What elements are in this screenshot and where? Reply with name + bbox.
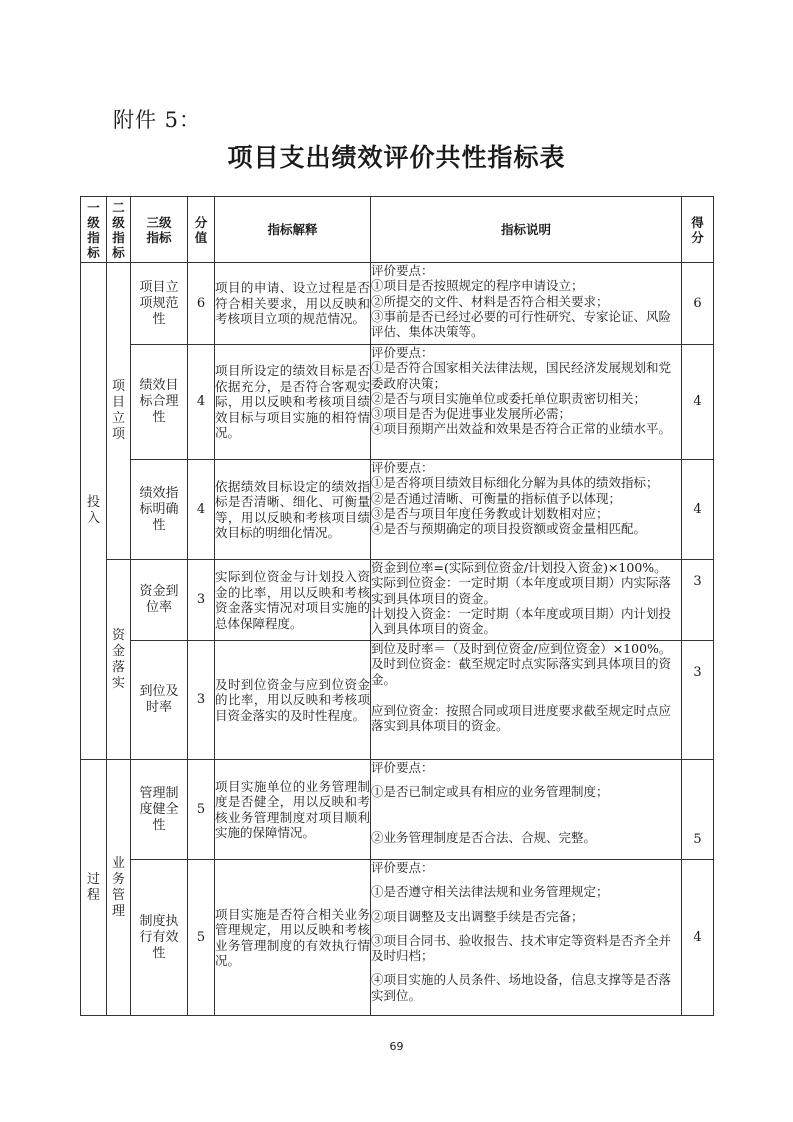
- header-explanation: 指标解释: [215, 197, 371, 263]
- header-level3: 三级指标: [131, 197, 188, 263]
- level3-cell: 绩效指标明确性: [131, 460, 188, 560]
- score-cell: 4: [682, 860, 714, 1016]
- level2-funding: 资 金 落 实: [107, 560, 131, 760]
- table-row: [81, 345, 714, 460]
- score-cell: 3: [682, 560, 714, 641]
- level3-cell: 制度执行有效性: [131, 860, 188, 1016]
- description-cell: 评价要点： ①是否遵守相关法律法规和业务管理规定； ②项目调整及支出调整手续是否完备； ③项目合同书、验收报告、技术审定等资料是否齐全并及时归档； ④项目实施的人员条件、场地设备，信息支撑等是否落实到位。: [371, 860, 682, 1016]
- level1-input: 投 入: [81, 263, 107, 760]
- table-row: [81, 263, 714, 345]
- level1-process: 过 程: [81, 760, 107, 1016]
- header-row: [81, 197, 714, 263]
- value-cell: 3: [188, 560, 215, 641]
- page-title: 项目支出绩效评价共性指标表: [227, 143, 566, 172]
- explanation-cell: 项目的申请、设立过程是否符合相关要求，用以反映和考核项目立项的规范情况。: [215, 263, 371, 345]
- description-cell: 评价要点： ①是否符合国家相关法律法规，国民经济发展规划和党委政府决策； ②是否与项目实施单位或委托单位职责密切相关； ③项目是否为促进事业发展所必需； ④项目预期产出效益和效果是否符合正常的业绩水平。: [371, 345, 682, 460]
- header-description: 指标说明: [371, 197, 682, 263]
- page-number: 69: [389, 1040, 404, 1053]
- header-score: 得分: [682, 197, 714, 263]
- explanation-cell: 及时到位资金与应到位资金的比率，用以反映和考核项目资金落实的及时性程度。: [215, 641, 371, 760]
- score-cell: 6: [682, 263, 714, 345]
- description-cell: 评价要点： ①是否已制定或具有相应的业务管理制度； ②业务管理制度是否合法、合规、完整。: [371, 760, 682, 860]
- description-cell: 评价要点： ①是否将项目绩效目标细化分解为具体的绩效指标； ②是否通过清晰、可衡量的指标值予以体现； ③是否与项目年度任务教或计划数相对应； ④是否与预期确定的项目投资额或资金量相匹配。: [371, 460, 682, 560]
- explanation-cell: 项目实施是否符合相关业务管理规定，用以反映和考核业务管理制度的有效执行情况。: [215, 860, 371, 1016]
- table-row: [81, 760, 714, 860]
- indicator-table: [80, 196, 714, 1016]
- value-cell: 5: [188, 760, 215, 860]
- value-cell: 6: [188, 263, 215, 345]
- level3-cell: 绩效目标合理性: [131, 345, 188, 460]
- score-cell: 4: [682, 345, 714, 460]
- score-cell: 3: [682, 641, 714, 760]
- explanation-cell: 项目所设定的绩效目标是否依据充分，是否符合客观实际，用以反映和考核项目绩效目标与项目实施的相符情况。: [215, 345, 371, 460]
- description-cell: 资金到位率=(实际到位资金/计划投入资金)×100%。 实际到位资金：一定时期（本年度或项目期）内实际落实到具体项目的资金。 计划投入资金：一定时期（本年度或项目期）内计划投入到具体项目的资金。: [371, 560, 682, 641]
- level3-cell: 项目立项规范性: [131, 263, 188, 345]
- header-value: 分值: [188, 197, 215, 263]
- value-cell: 5: [188, 860, 215, 1016]
- value-cell: 4: [188, 345, 215, 460]
- value-cell: 4: [188, 460, 215, 560]
- table-row: [81, 641, 714, 760]
- value-cell: 3: [188, 641, 215, 760]
- level2-business-mgmt: 业 务 管 理: [107, 760, 131, 1016]
- level3-cell: 管理制度健全性: [131, 760, 188, 860]
- explanation-cell: 依据绩效目标设定的绩效指标是否清晰、细化、可衡量等，用以反映和考核项目绩效目标的明细化情况。: [215, 460, 371, 560]
- header-level1: 一 级 指 标: [81, 197, 107, 263]
- level3-cell: 到位及时率: [131, 641, 188, 760]
- explanation-cell: 项目实施单位的业务管理制度是否健全，用以反映和考核业务管理制度对项目顺利实施的保障情况。: [215, 760, 371, 860]
- description-cell: 到位及时率＝（及时到位资金/应到位资金）×100%。 及时到位资金：截至规定时点实际落实到具体项目的资金。 应到位资金：按照合同或项目进度要求截至规定时点应落实到具体项目的资金。: [371, 641, 682, 760]
- table-row: [81, 460, 714, 560]
- score-cell: 4: [682, 460, 714, 560]
- table-row: [81, 860, 714, 1016]
- score-cell: 5: [682, 760, 714, 860]
- header-level2: 二 级 指 标: [107, 197, 131, 263]
- description-cell: 评价要点： ①项目是否按照规定的程序申请设立； ②所提交的文件、材料是否符合相关要求； ③事前是否已经过必要的可行性研究、专家论证、风险评估、集体决策等。: [371, 263, 682, 345]
- table-row: [81, 560, 714, 641]
- attachment-label: 附件 5：: [113, 108, 202, 132]
- level2-project-setup: 项 目 立 项: [107, 263, 131, 560]
- level3-cell: 资金到位率: [131, 560, 188, 641]
- explanation-cell: 实际到位资金与计划投入资金的比率，用以反映和考核资金落实情况对项目实施的总体保障程度。: [215, 560, 371, 641]
